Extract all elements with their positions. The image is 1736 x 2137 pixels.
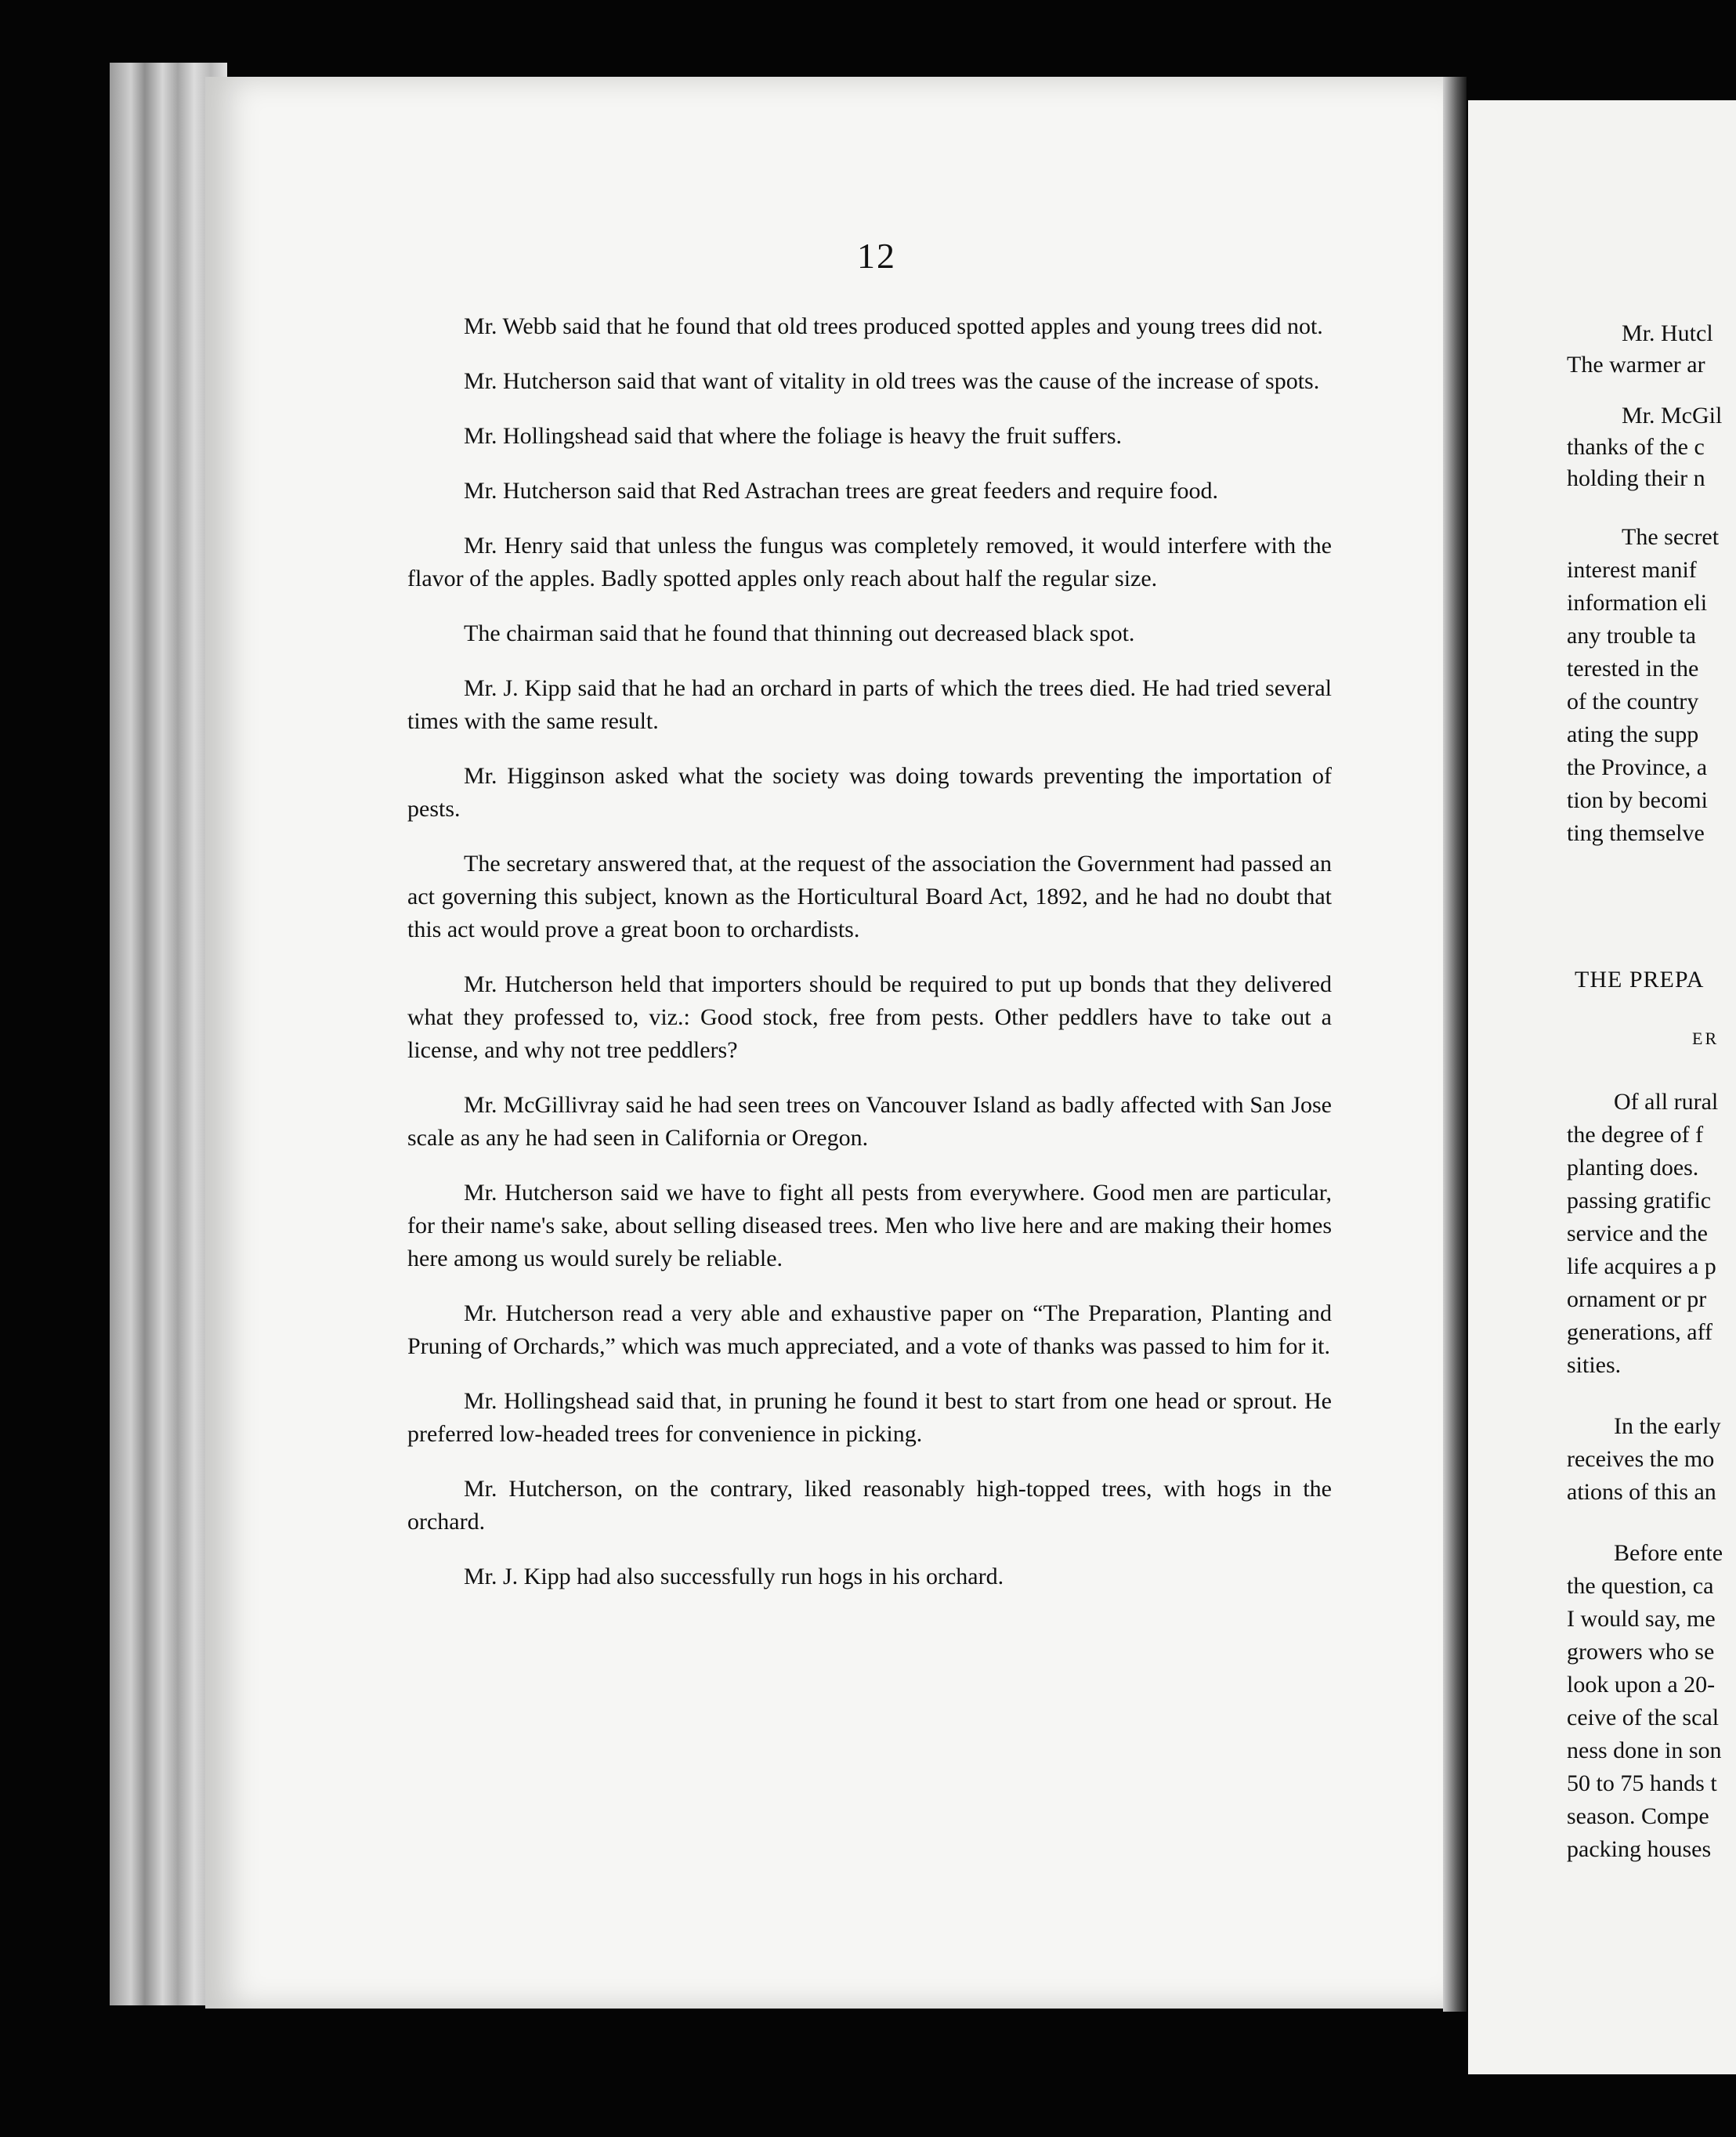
text-line: sities. [1567, 1352, 1622, 1378]
paragraph: Mr. Hutcherson said we have to fight all pests from everywhere. Good men are particular, for their name's sake, about selling diseased trees. Men who live here and are making their homes here among us would surely be reliable. [407, 1180, 1332, 1271]
text-line: Of all rural [1614, 1089, 1719, 1115]
text-line: In the early [1614, 1413, 1721, 1439]
text-line: ceive of the scal [1567, 1705, 1720, 1730]
section-heading: THE PREPA [1575, 967, 1705, 993]
paragraph: Mr. Higginson asked what the society was doing towards preventing the importation of pests. [407, 763, 1332, 822]
text-line: The secret [1622, 524, 1720, 550]
paragraph: Mr. J. Kipp had also successfully run hogs in his orchard. [464, 1564, 1004, 1589]
text-line: ating the supp [1567, 721, 1699, 747]
text-line: The warmer ar [1567, 352, 1705, 378]
text-line: the degree of f [1567, 1122, 1704, 1148]
paragraph: Mr. Hutcherson held that importers should be required to put up bonds that they delivered what they professed to, viz.: Good stock, free from pests. Other peddlers have to take out a license, and why not tree peddlers? [407, 971, 1332, 1063]
text-line: planting does. [1567, 1155, 1699, 1181]
text-line: season. Compe [1567, 1803, 1709, 1829]
text-line: tion by becomi [1567, 787, 1708, 813]
text-line: look upon a 20- [1567, 1672, 1716, 1698]
text-line: passing gratific [1567, 1188, 1712, 1213]
text-line: receives the mo [1567, 1446, 1715, 1472]
text-line: of the country [1567, 689, 1699, 714]
text-line: I would say, me [1567, 1606, 1716, 1632]
text-line: ornament or pr [1567, 1286, 1707, 1312]
text-line: ting themselve [1567, 820, 1705, 846]
paragraph: Mr. Hutcherson said that Red Astrachan trees are great feeders and require food. [464, 478, 1218, 504]
text-line: information eli [1567, 590, 1708, 616]
text-line: ations of this an [1567, 1479, 1716, 1505]
text-line: terested in the [1567, 656, 1699, 682]
paragraph: The secretary answered that, at the request of the association the Government had passed an act governing this subject, known as the Horticultural Board Act, 1892, and he had no doubt that this act would prove a great boon to orchardists. [407, 851, 1332, 942]
text-line: the Province, a [1567, 754, 1708, 780]
text-line: 50 to 75 hands t [1567, 1770, 1717, 1796]
text-line: Mr. Hutcl [1622, 320, 1713, 346]
page-number: 12 [857, 236, 896, 276]
paragraph: Mr. McGillivray said he had seen trees on Vancouver Island as badly affected with San Jose scale as any he had seen in California or Oregon. [407, 1092, 1332, 1151]
text-line: Before ente [1614, 1540, 1723, 1566]
text-line: Mr. McGil [1622, 403, 1723, 428]
paragraph: Mr. Henry said that unless the fungus was completely removed, it would interfere with the flavor of the apples. Badly spotted apples only reach about half the regular size. [407, 533, 1332, 591]
paragraph: The chairman said that he found that thinning out decreased black spot. [464, 620, 1135, 646]
book-gutter [1443, 77, 1467, 2012]
text-line: ness done in son [1567, 1737, 1722, 1763]
paragraph: Mr. Hollingshead said that, in pruning he found it best to start from one head or sprout. He preferred low-headed trees for convenience in picking. [407, 1388, 1332, 1447]
paragraph: Mr. Hutcherson read a very able and exhaustive paper on “The Preparation, Planting and Pruning of Orchards,” which was much appreciated, and a vote of thanks was passed to him for it. [407, 1300, 1332, 1359]
paragraph: Mr. Hollingshead said that where the foliage is heavy the fruit suffers. [464, 423, 1123, 449]
text-line: holding their n [1567, 465, 1705, 491]
text-line: growers who se [1567, 1639, 1715, 1665]
text-line: interest manif [1567, 557, 1697, 583]
paragraph: Mr. Hutcherson said that want of vitality in old trees was the cause of the increase of spots. [464, 368, 1320, 394]
text-line: the question, ca [1567, 1573, 1714, 1599]
text-line: any trouble ta [1567, 623, 1696, 649]
text-line: thanks of the c [1567, 434, 1705, 460]
text-line: service and the [1567, 1220, 1708, 1246]
text-line: packing houses [1567, 1836, 1712, 1862]
text-line: life acquires a p [1567, 1253, 1716, 1279]
left-page-text [407, 310, 1332, 1615]
paragraph: Mr. Webb said that he found that old trees produced spotted apples and young trees did not. [464, 313, 1323, 339]
paragraph: Mr. Hutcherson, on the contrary, liked reasonably high-topped trees, with hogs in the orchard. [407, 1476, 1332, 1535]
text-line: ER [1692, 1029, 1720, 1048]
text-line: generations, aff [1567, 1319, 1713, 1345]
paragraph: Mr. J. Kipp said that he had an orchard in parts of which the trees died. He had tried several times with the same result. [407, 675, 1332, 734]
